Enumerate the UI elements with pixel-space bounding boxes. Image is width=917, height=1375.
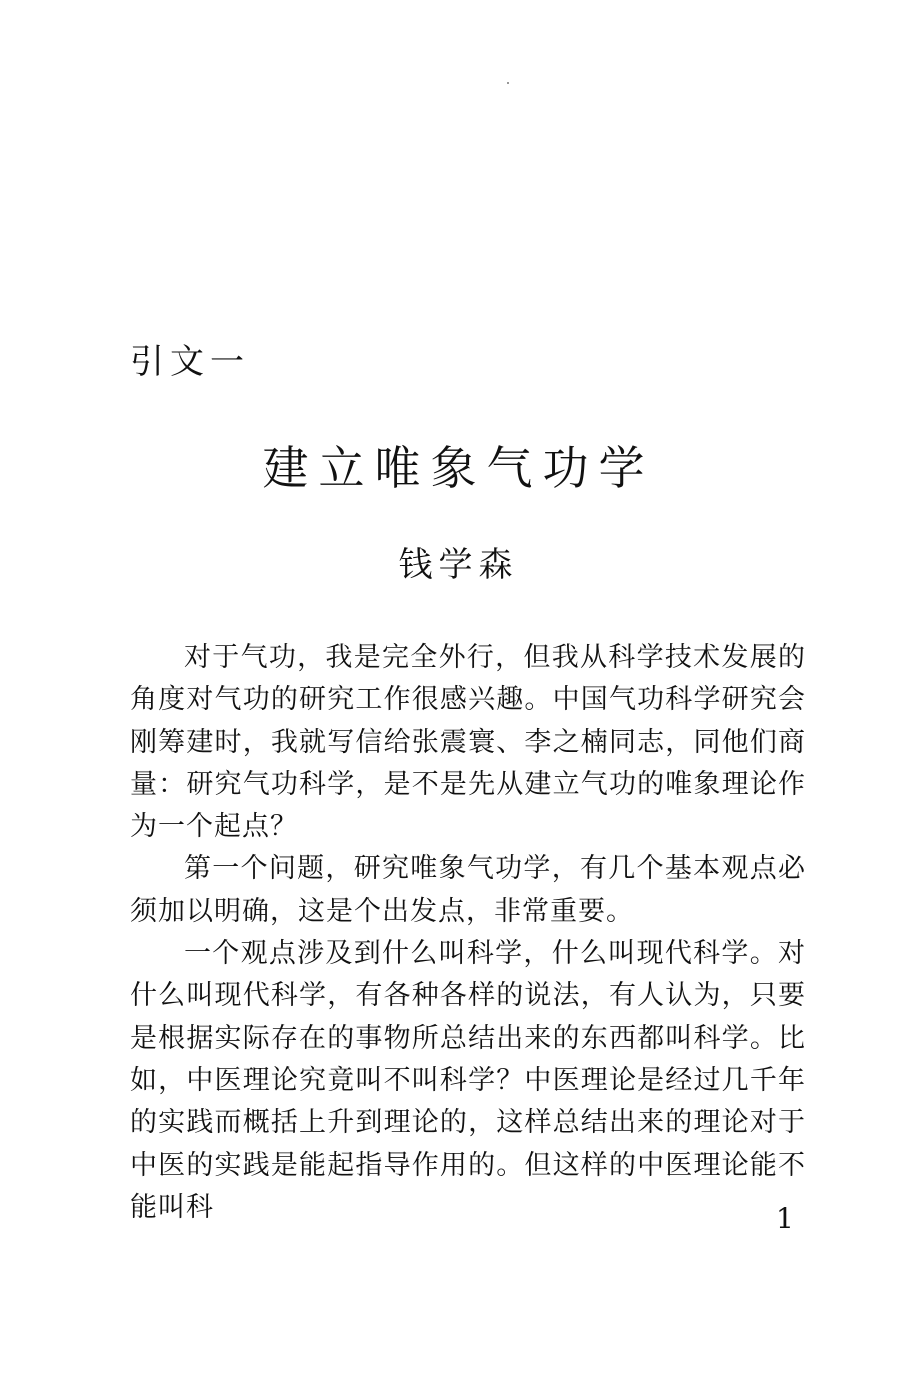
section-label: 引文一 — [130, 342, 250, 382]
paragraph: 对于气功，我是完全外行，但我从科学技术发展的角度对气功的研究工作很感兴趣。中国气功科学研究会刚筹建时，我就写信给张震寰、李之楠同志，同他们商量：研究气功科学，是不是先从建立气功的唯象理论作为一个起点？ — [130, 642, 806, 843]
print-speck — [507, 82, 509, 84]
author-name: 钱学森 — [398, 545, 519, 585]
paragraph: 第一个问题，研究唯象气功学，有几个基本观点必须加以明确，这是个出发点，非常重要。 — [130, 853, 806, 927]
page-number: 1 — [776, 1202, 794, 1235]
chapter-title: 建立唯象气功学 — [262, 441, 655, 495]
paragraph: 一个观点涉及到什么叫科学，什么叫现代科学。对什么叫现代科学，有各种各样的说法，有人认为，只要是根据实际存在的事物所总结出来的东西都叫科学。比如，中医理论究竟叫不叫科学？中医理论是经过几千年的实践而概括上升到理论的，这样总结出来的理论对于中医的实践是能起指导作用的。但这样的中医理论能不能叫科 — [130, 938, 806, 1223]
body-text — [130, 637, 806, 1229]
